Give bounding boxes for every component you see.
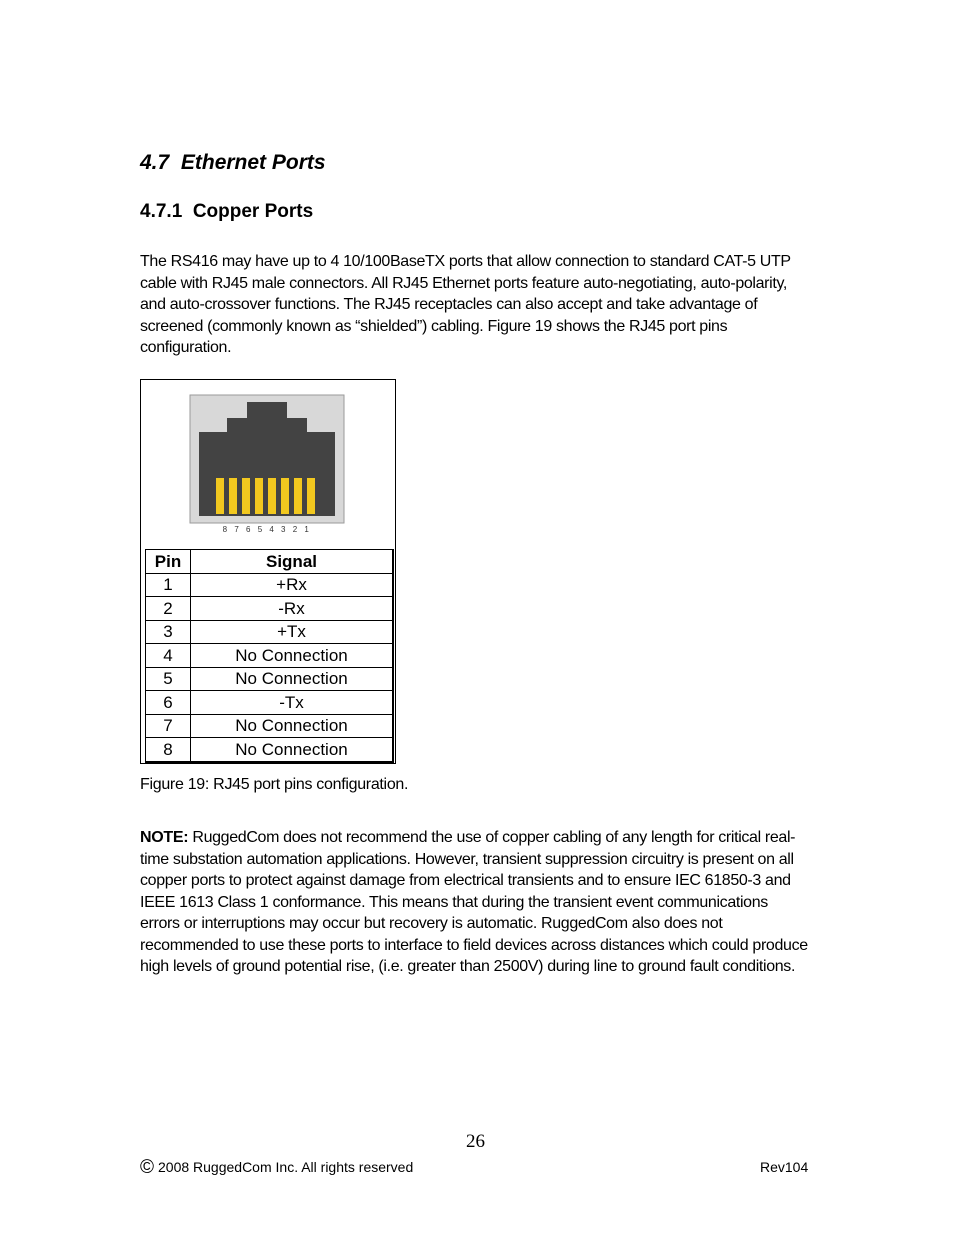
footer-copyright — [140, 1157, 413, 1179]
signal-cell: No Connection — [191, 644, 394, 668]
pin-column-header: Pin — [146, 550, 191, 574]
signal-cell: +Rx — [191, 573, 394, 597]
section-title: Ethernet Ports — [180, 151, 326, 174]
copyright-text: 2008 RuggedCom Inc. All rights reserved — [158, 1159, 414, 1175]
table-row — [146, 738, 394, 762]
pin-contact — [229, 478, 237, 514]
pin-cell: 1 — [146, 573, 191, 597]
table-row — [146, 597, 394, 621]
note-line-text: RuggedCom does not recommend the use of copper cabling of any length for critical real- — [188, 829, 796, 846]
note-line: IEEE 1613 Class 1 conformance. This means that during the transient event communications — [140, 893, 768, 911]
note-paragraph — [140, 827, 820, 978]
pin-signal-table — [145, 549, 394, 763]
note-line — [140, 827, 820, 849]
page-number: 26 — [466, 1131, 485, 1152]
note-line: errors or interruptions may occur but recovery is automatic. RuggedCom also does not — [140, 915, 723, 932]
intro-line: screened (commonly known as “shielded”) cabling. Figure 19 shows the RJ45 port pins — [140, 317, 728, 335]
intro-line: and auto-crossover functions. The RJ45 receptacles can also accept and take advantage of — [140, 296, 758, 313]
pin-contact — [216, 478, 224, 514]
pin-cell: 6 — [146, 691, 191, 715]
pin-cell: 5 — [146, 667, 191, 691]
figure-box — [140, 379, 396, 764]
figure-caption: Figure 19: RJ45 port pins configuration. — [140, 776, 409, 793]
pin-cell: 8 — [146, 738, 191, 762]
table-row — [146, 573, 394, 597]
pin-contact — [268, 478, 276, 514]
pin-cell: 7 — [146, 714, 191, 738]
pin-cell: 4 — [146, 644, 191, 668]
table-row — [146, 714, 394, 738]
section-number: 4.7 — [140, 151, 170, 174]
note-line: recommended to use these ports to interface to field devices across distances which could produce — [140, 936, 808, 954]
subsection-heading — [140, 201, 313, 223]
note-label: NOTE: — [140, 829, 189, 846]
pin-contact — [242, 478, 250, 514]
signal-cell: -Rx — [191, 597, 394, 621]
subsection-title: Copper Ports — [192, 201, 314, 222]
copyright-symbol: © — [140, 1157, 154, 1178]
intro-paragraph — [140, 251, 820, 359]
note-line: time substation automation applications. However, transient suppression circuitry is present on all — [140, 850, 794, 868]
signal-cell: +Tx — [191, 620, 394, 644]
pin-cell: 2 — [146, 597, 191, 621]
table-row — [146, 691, 394, 715]
note-line: copper ports to protect against damage from electrical transients and to ensure IEC 61850-3 and — [140, 872, 791, 889]
table-row — [146, 667, 394, 691]
table-row — [146, 644, 394, 668]
table-header-row — [146, 550, 394, 574]
pin-cell: 3 — [146, 620, 191, 644]
pin-contact — [294, 478, 302, 514]
intro-line: The RS416 may have up to 4 10/100BaseTX ports that allow connection to standard CAT-5 UTP — [140, 253, 791, 270]
signal-cell: No Connection — [191, 667, 394, 691]
note-line: high levels of ground potential rise, (i.e. greater than 2500V) during line to ground fault conditions. — [140, 958, 796, 975]
signal-column-header: Signal — [191, 550, 394, 574]
pin-contact — [255, 478, 263, 514]
pin-contact — [281, 478, 289, 514]
signal-cell: No Connection — [191, 738, 394, 762]
intro-line: configuration. — [140, 339, 232, 356]
signal-cell: -Tx — [191, 691, 394, 715]
rj45-jack-illustration — [189, 394, 345, 534]
footer-revision: Rev104 — [760, 1159, 809, 1175]
signal-cell: No Connection — [191, 714, 394, 738]
pin-numbers-label: 8 7 6 5 4 3 2 1 — [222, 525, 312, 534]
intro-line: cable with RJ45 male connectors. All RJ45 Ethernet ports feature auto-negotiating, auto-polarity, — [140, 274, 788, 292]
subsection-number: 4.7.1 — [140, 201, 183, 222]
section-heading — [140, 151, 326, 175]
pin-contact — [307, 478, 315, 514]
table-row — [146, 620, 394, 644]
